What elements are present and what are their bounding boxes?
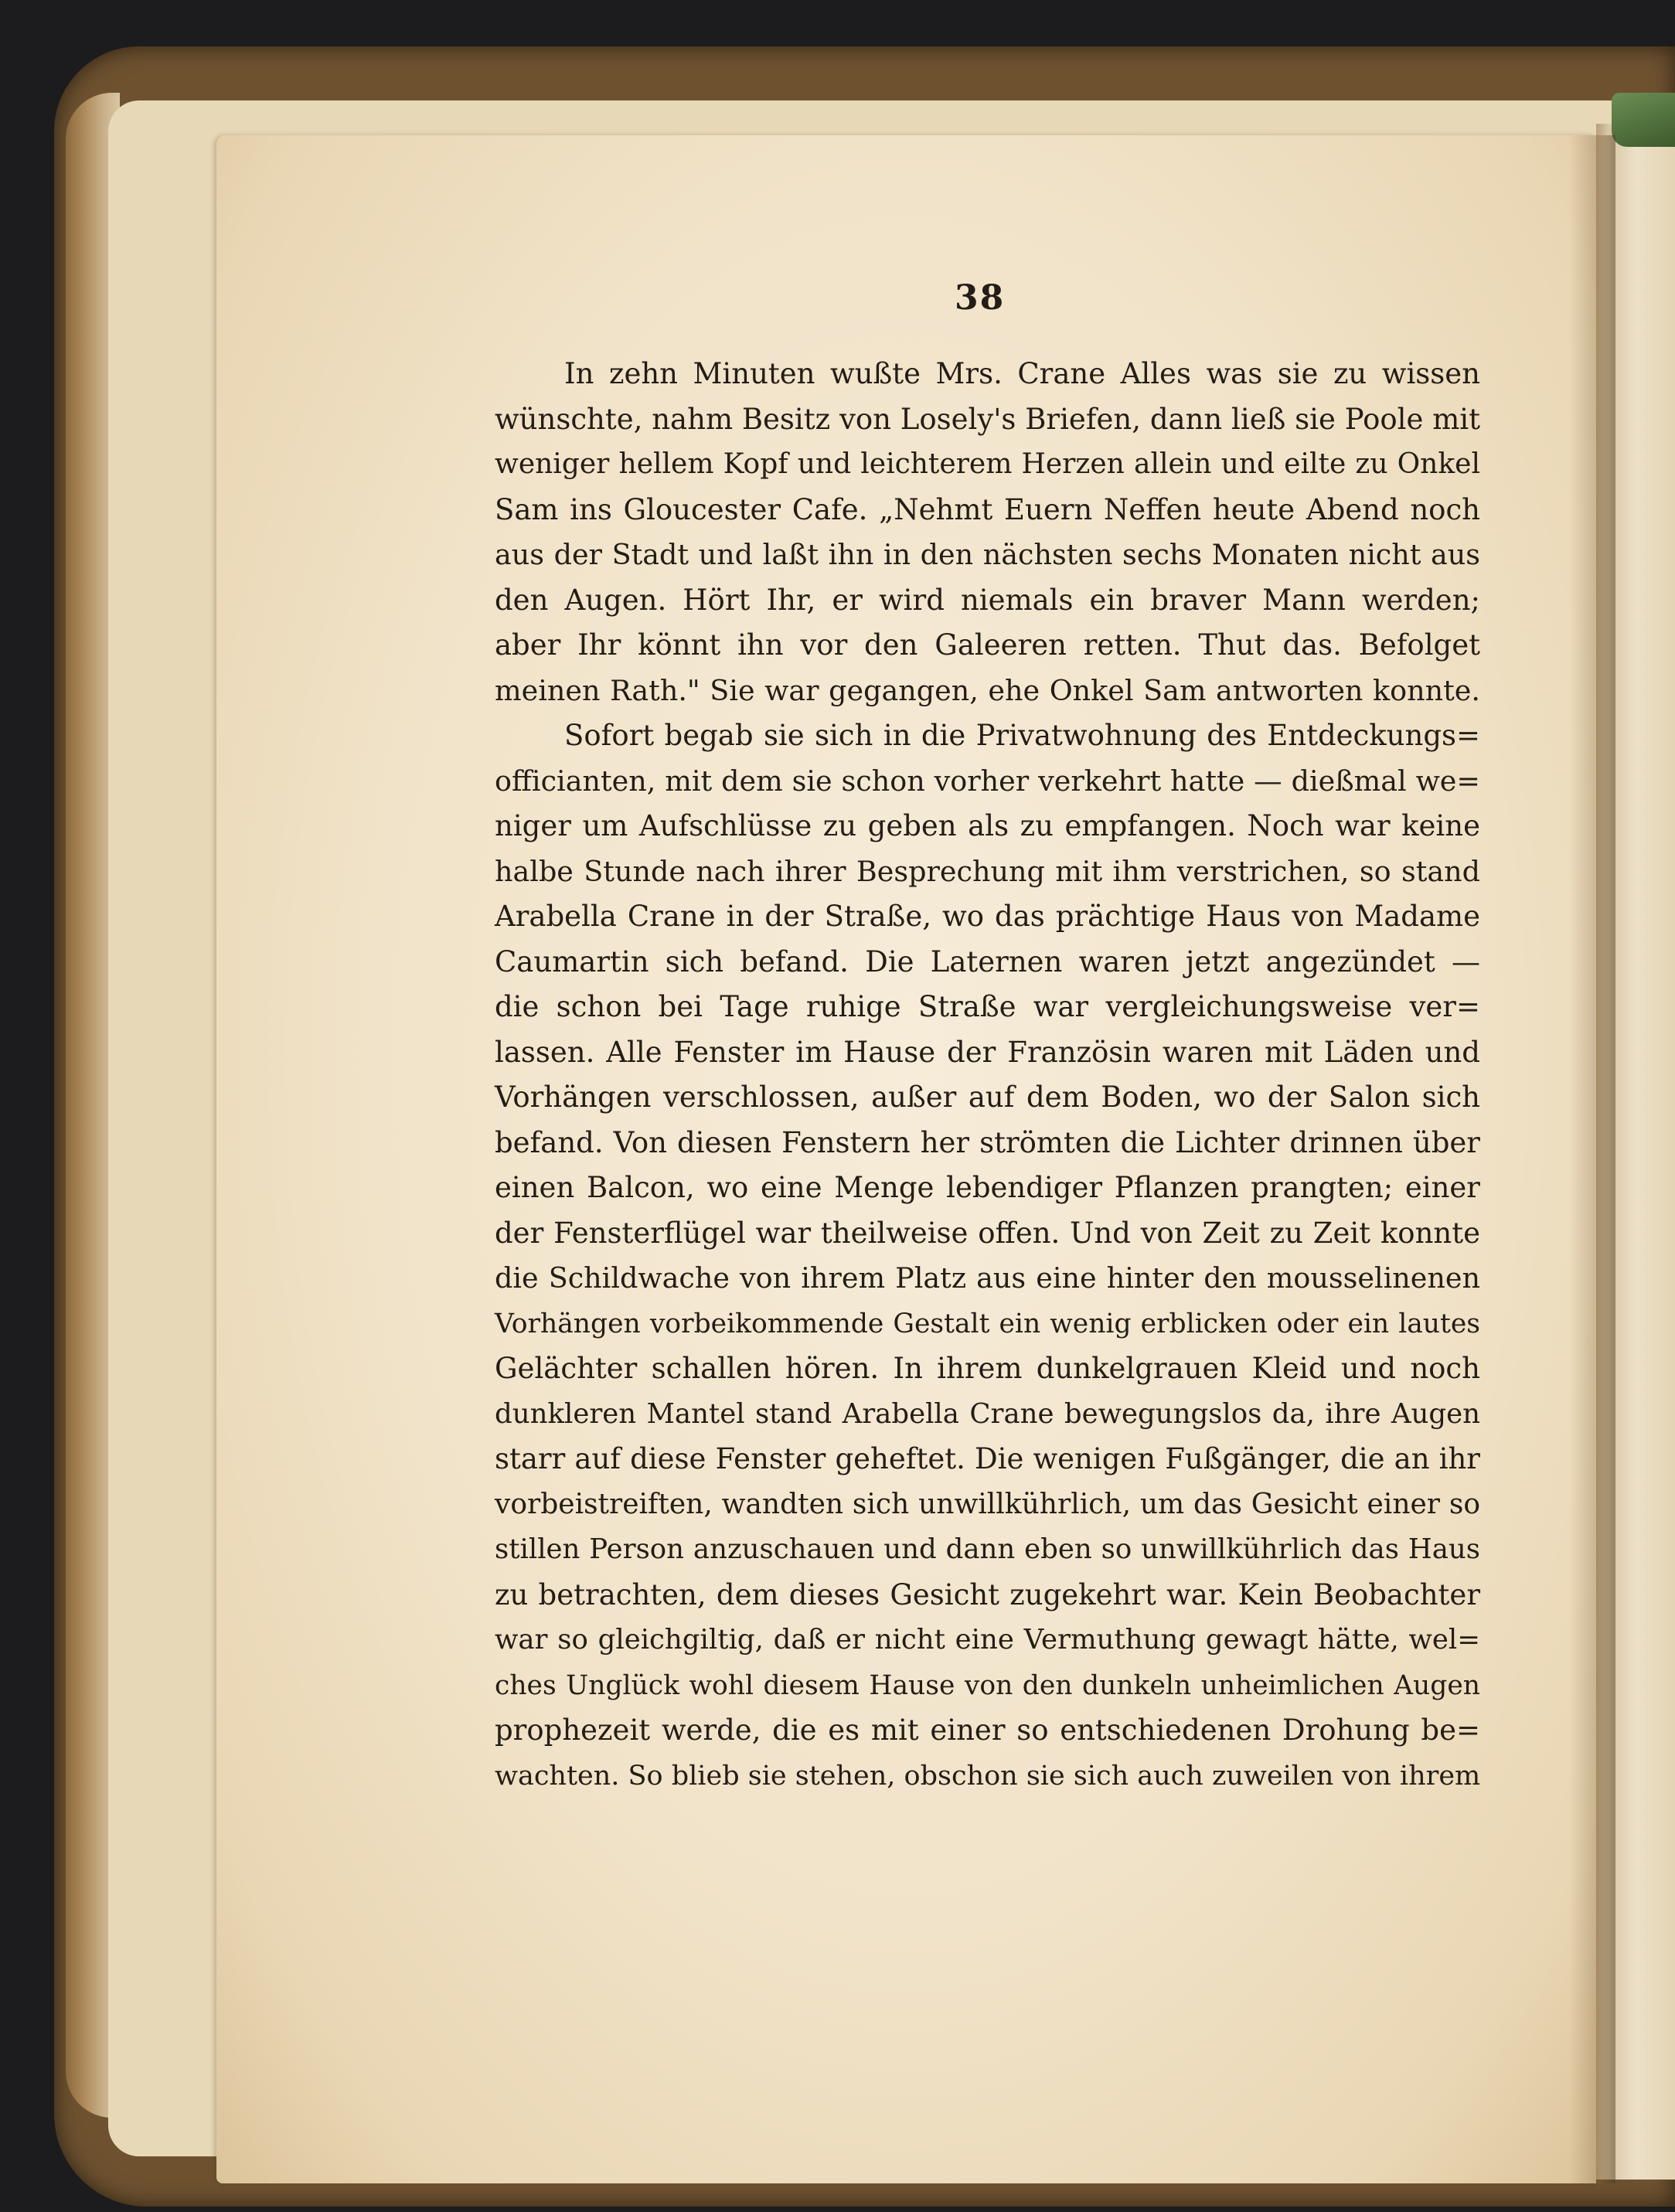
text-line: Arabella Crane in der Straße, wo das prächtige Haus von Madame <box>495 900 1480 933</box>
text-line: prophezeit werde, die es mit einer so entschiedenen Drohung be= <box>495 1713 1480 1747</box>
text-line: stillen Person anzuschauen und dann eben so unwillkührlich das Haus <box>495 1533 1480 1565</box>
text-line: In zehn Minuten wußte Mrs. Crane Alles was sie zu wissen <box>564 357 1480 390</box>
text-line: Sam ins Gloucester Cafe. „Nehmt Euern Neffen heute Abend noch <box>495 492 1480 526</box>
gutter-shadow <box>1569 135 1615 2183</box>
text-line: officianten, mit dem sie schon vorher verkehrt hatte — dießmal we= <box>495 764 1480 798</box>
text-line: der Fensterflügel war theilweise offen. Und von Zeit zu Zeit konnte <box>495 1216 1480 1250</box>
text-line: wünschte, nahm Besitz von Losely's Briefen, dann ließ sie Poole mit <box>495 402 1480 436</box>
text-line: die Schildwache von ihrem Platz aus eine hinter den mousselinenen <box>495 1261 1480 1295</box>
text-line: weniger hellem Kopf und leichterem Herzen allein und eilte zu Onkel <box>495 448 1480 480</box>
text-line: die schon bei Tage ruhige Straße war vergleichungsweise ver= <box>495 990 1480 1023</box>
text-line: Caumartin sich befand. Die Laternen waren jetzt angezündet — <box>495 944 1480 978</box>
text-line: ches Unglück wohl diesem Hause von den dunkeln unheimlichen Augen <box>495 1669 1480 1701</box>
text-line: Sofort begab sie sich in die Privatwohnung des Entdeckungs= <box>564 719 1480 752</box>
text-line: war so gleichgiltig, daß er nicht eine Vermuthung gewagt hätte, wel= <box>495 1624 1480 1656</box>
text-line: meinen Rath." Sie war gegangen, ehe Onkel Sam antworten konnte. <box>495 673 1480 707</box>
text-line: den Augen. Hört Ihr, er wird niemals ein braver Mann werden; <box>495 583 1480 617</box>
text-line: aus der Stadt und laßt ihn in den nächsten sechs Monaten nicht aus <box>495 538 1480 571</box>
text-line: niger um Aufschlüsse zu geben als zu empfangen. Noch war keine <box>495 809 1480 842</box>
text-line: Vorhängen verschlossen, außer auf dem Boden, wo der Salon sich <box>495 1080 1480 1114</box>
text-line: vorbeistreiften, wandten sich unwillkührlich, um das Gesicht einer so <box>495 1488 1480 1520</box>
page-number: 38 <box>955 278 1006 318</box>
text-line: halbe Stunde nach ihrer Besprechung mit ihm verstrichen, so stand <box>495 854 1480 888</box>
page-body-text <box>495 352 1480 1799</box>
text-line: Gelächter schallen hören. In ihrem dunkelgrauen Kleid und noch <box>495 1352 1480 1385</box>
text-line: wachten. So blieb sie stehen, obschon sie sich auch zuweilen von ihrem <box>495 1760 1481 1792</box>
text-line: Vorhängen vorbeikommende Gestalt ein wenig erblicken oder ein lautes <box>495 1308 1480 1339</box>
text-line: starr auf diese Fenster geheftet. Die wenigen Fußgänger, die an ihr <box>495 1442 1480 1475</box>
bookmark-ribbon <box>1612 93 1675 147</box>
text-line: befand. Von diesen Fenstern her strömten die Lichter drinnen über <box>495 1125 1480 1159</box>
text-line: aber Ihr könnt ihn vor den Galeeren retten. Thut das. Befolget <box>495 628 1480 662</box>
text-line: dunkleren Mantel stand Arabella Crane bewegungslos da, ihre Augen <box>495 1397 1480 1430</box>
text-line: lassen. Alle Fenster im Hause der Französin waren mit Läden und <box>495 1035 1480 1069</box>
text-line: einen Balcon, wo eine Menge lebendiger Pflanzen prangten; einer <box>495 1171 1480 1204</box>
text-line: zu betrachten, dem dieses Gesicht zugekehrt war. Kein Beobachter <box>495 1577 1480 1611</box>
